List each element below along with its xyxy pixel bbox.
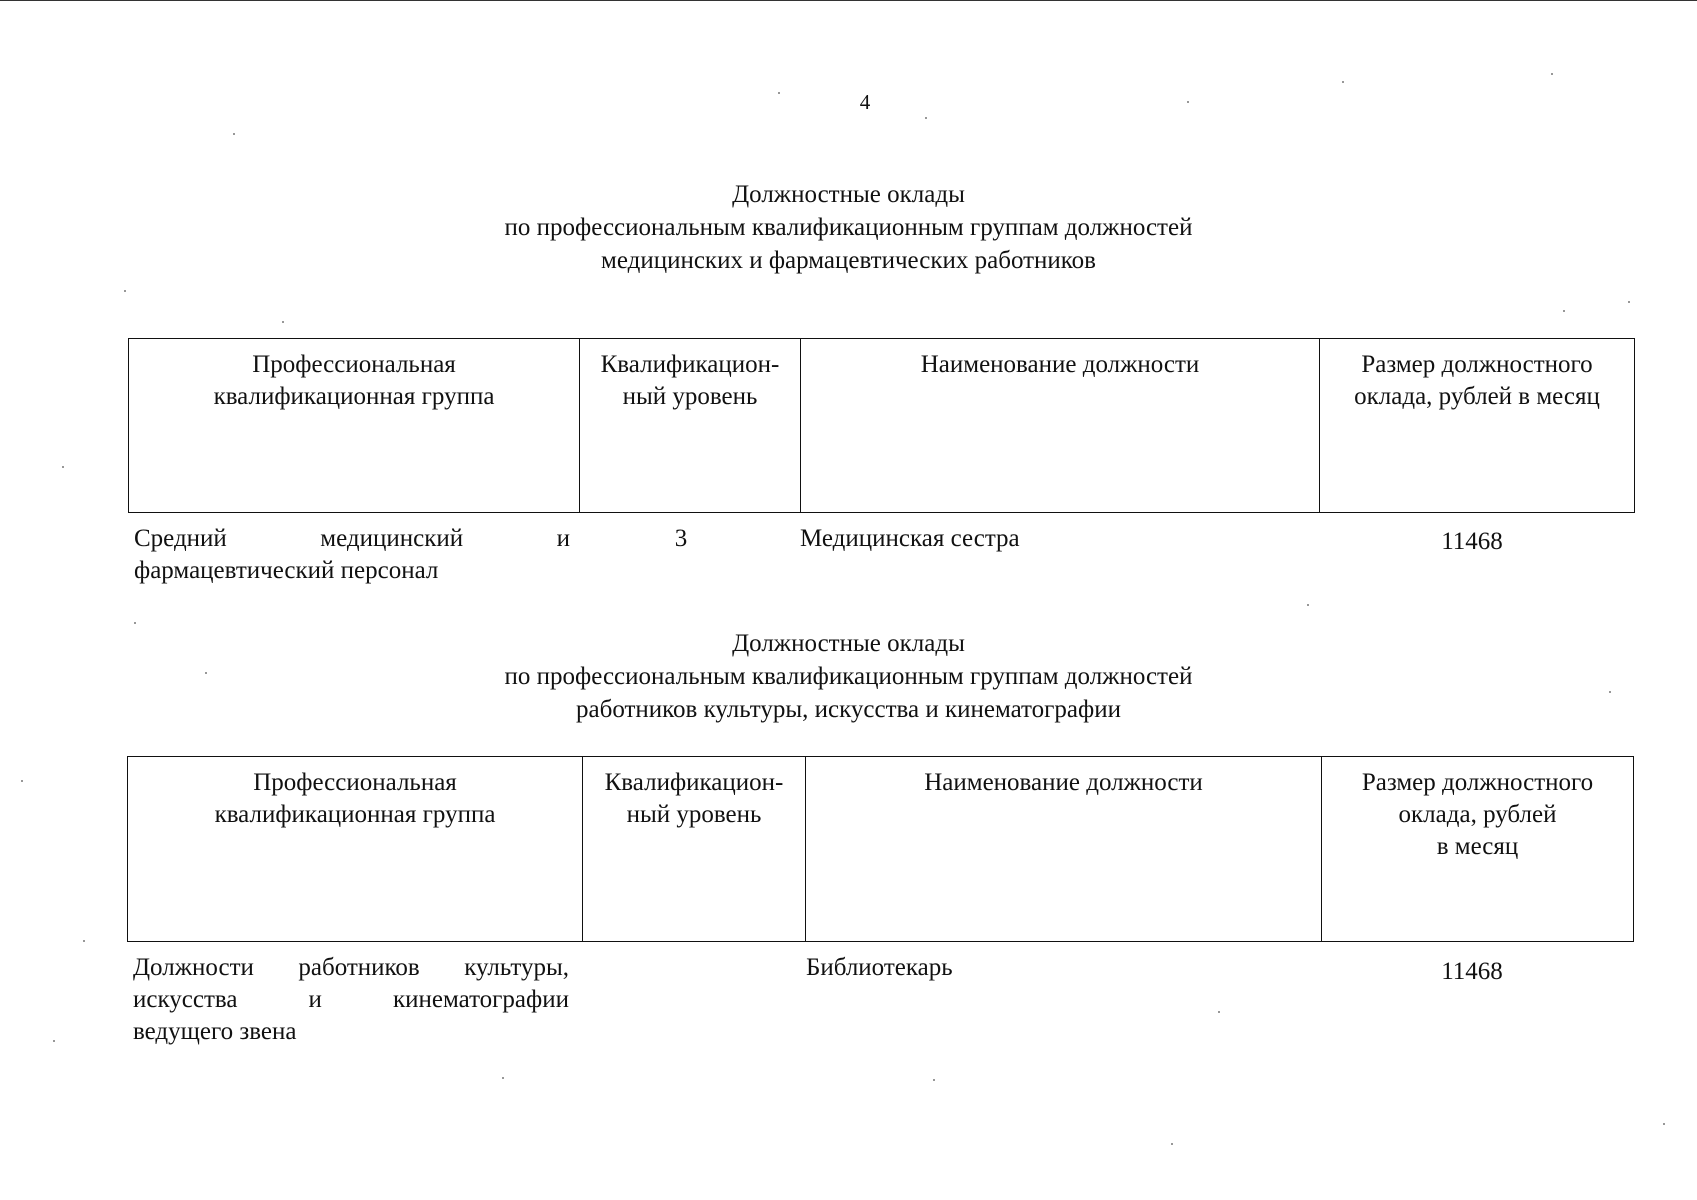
column-header-salary: Размер должностного оклада, рублей в месяц (1320, 339, 1635, 513)
scan-speck (1563, 310, 1565, 312)
section-1-heading (300, 178, 1397, 277)
column-header-salary: Размер должностного оклада, рублей в месяц (1322, 757, 1634, 942)
section-2-heading (300, 627, 1397, 726)
section-1-table-header (128, 338, 1635, 513)
scan-speck (1187, 101, 1189, 103)
column-header-level: Квалификацион- ный уровень (583, 757, 806, 942)
scan-speck (1628, 301, 1630, 303)
column-header-position: Наименование должности (801, 339, 1320, 513)
scan-speck (1171, 1143, 1173, 1145)
heading-line: работников культуры, искусства и кинематографии (576, 696, 1121, 723)
column-header-level: Квалификацион- ный уровень (580, 339, 801, 513)
heading-line: Должностные оклады (732, 181, 965, 208)
scan-speck (205, 672, 207, 674)
heading-line: Должностные оклады (732, 630, 965, 657)
scan-speck (53, 1040, 55, 1042)
scan-speck (933, 1079, 935, 1081)
scan-speck (124, 290, 126, 292)
salary-cell: 11468 (1441, 528, 1503, 555)
section-2-table-header (127, 756, 1634, 942)
heading-line: медицинских и фармацевтических работников (601, 247, 1096, 274)
scan-speck (502, 1077, 504, 1079)
scan-speck (1218, 1011, 1220, 1013)
scan-speck (21, 780, 23, 782)
scan-speck (233, 133, 235, 135)
position-cell: Медицинская сестра (800, 525, 1020, 552)
group-cell: Средний медицинский и фармацевтический персонал (134, 525, 570, 584)
column-header-position: Наименование должности (806, 757, 1322, 942)
scan-speck (1609, 691, 1611, 693)
scan-speck (282, 321, 284, 323)
scan-speck (134, 622, 136, 624)
scan-speck (1342, 81, 1344, 83)
scan-speck (1551, 73, 1553, 75)
group-cell: Должности работников культуры, искусства и кинематографии ведущего звена (133, 954, 569, 1045)
page-number: 4 (859, 90, 871, 114)
scan-speck (1663, 1123, 1665, 1125)
salary-cell: 11468 (1441, 958, 1503, 985)
scan-speck (1307, 604, 1309, 606)
top-border-line (0, 0, 1697, 1)
column-header-group: Профессиональная квалификационная группа (129, 339, 580, 513)
scan-speck (83, 940, 85, 942)
scan-speck (62, 466, 64, 468)
scan-speck (925, 117, 927, 119)
scan-speck (778, 92, 780, 94)
level-cell: 3 (674, 525, 688, 552)
position-cell: Библиотекарь (806, 954, 953, 981)
heading-line: по профессиональным квалификационным группам должностей (504, 663, 1193, 690)
heading-line: по профессиональным квалификационным группам должностей (504, 214, 1193, 241)
column-header-group: Профессиональная квалификационная группа (128, 757, 583, 942)
